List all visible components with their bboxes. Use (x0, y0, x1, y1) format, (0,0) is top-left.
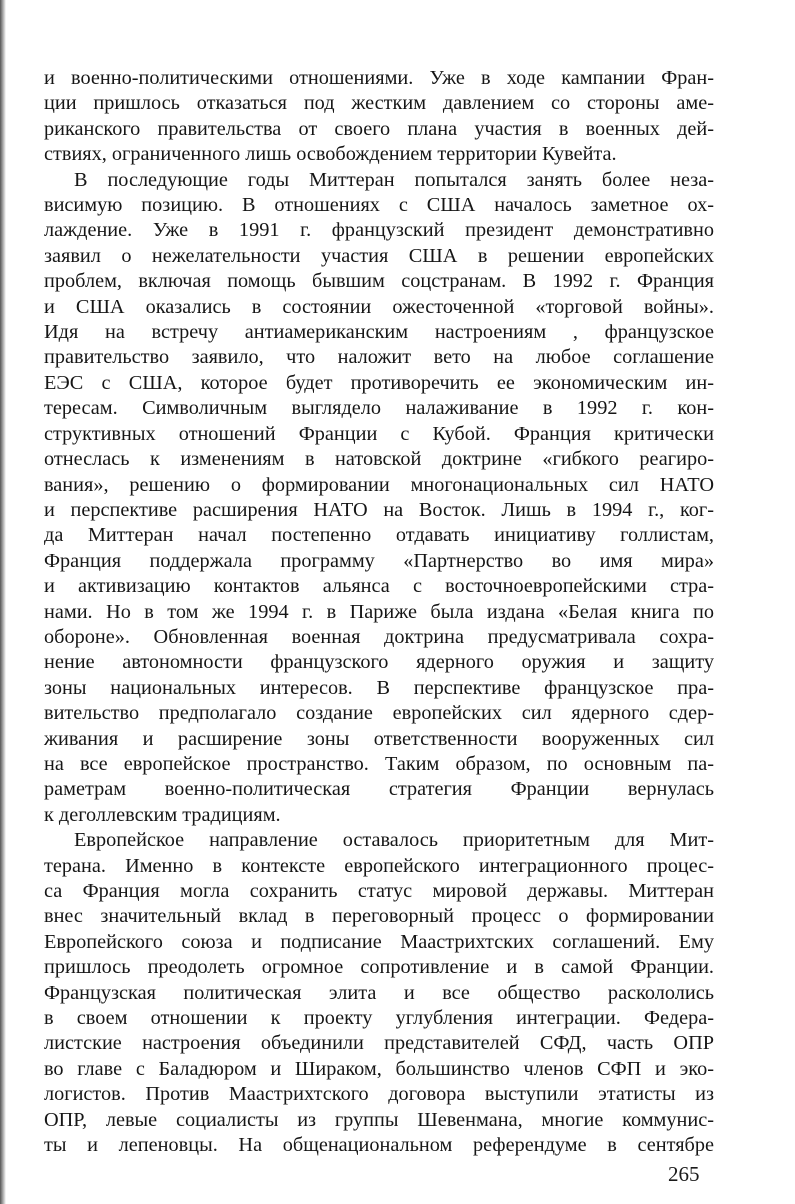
text-line: и США оказались в состоянии ожесточенной «торговой войны». (44, 295, 714, 318)
text-line: листские настроения объединили представителей СФД, часть ОПР (44, 1032, 714, 1055)
page-edge-shadow (0, 0, 6, 1204)
text-line: нение автономности французского ядерного оружия и защиту (44, 651, 714, 674)
text-line: да Миттеран начал постепенно отдавать инициативу голлистам, (44, 524, 714, 547)
text-line: заявил о нежелательности участия США в решении европейских (44, 244, 714, 267)
text-line: внес значительный вклад в переговорный процесс о формировании (44, 905, 714, 928)
text-line: и военно-политическими отношениями. Уже в ходе кампании Фран- (44, 67, 714, 89)
paragraph-3 (44, 828, 714, 1158)
text-line: ОПР, левые социалисты из группы Шевенмана, многие коммунис- (44, 1108, 714, 1131)
text-line: и активизацию контактов альянса с восточноевропейскими стра- (44, 575, 714, 598)
text-line: Франция поддержала программу «Партнерство во имя мира» (44, 549, 714, 572)
text-line: Европейское направление оставалось приоритетным для Мит- (74, 829, 714, 852)
text-line: тересам. Символичным выглядело налаживание в 1992 г. кон- (44, 397, 714, 420)
text-line: терана. Именно в контексте европейского интеграционного процес- (44, 854, 714, 877)
text-line: нами. Но в том же 1994 г. в Париже была издана «Белая книга по (44, 600, 714, 623)
paragraph-1 (44, 66, 714, 168)
text-line: на все европейское пространство. Таким образом, по основным па- (44, 752, 714, 775)
text-line: зоны национальных интересов. В перспективе французское пра- (44, 676, 714, 699)
text-line: риканского правительства от своего плана участия в военных дей- (44, 117, 714, 140)
paragraph-2 (44, 168, 714, 829)
text-line: В последующие годы Миттеран попытался занять более неза- (74, 168, 714, 191)
text-line: раметрам военно-политическая стратегия Франции вернулась (44, 778, 714, 801)
text-line: Французская политическая элита и все общество раскололись (44, 981, 714, 1004)
text-line: обороне». Обновленная военная доктрина предусматривала сохра- (44, 625, 714, 648)
text-line: ЕЭС с США, которое будет противоречить ее экономическим ин- (44, 371, 714, 394)
text-line: в своем отношении к проекту углубления интеграции. Федера- (44, 1007, 714, 1030)
text-line: Европейского союза и подписание Маастрихтских соглашений. Ему (44, 930, 714, 953)
text-line: отнеслась к изменениям в натовской доктрине «гибкого реагиро- (44, 448, 714, 471)
text-line: Идя на встречу антиамериканским настроениям , французское (44, 321, 714, 344)
text-line: пришлось преодолеть огромное сопротивление и в самой Франции. (44, 956, 714, 979)
text-line: живания и расширение зоны ответственности вооруженных сил (44, 727, 714, 750)
text-line: лаждение. Уже в 1991 г. французский президент демонстративно (44, 219, 714, 242)
text-line: ты и лепеновцы. На общенациональном референдуме в сентябре (44, 1134, 714, 1157)
text-line: к деголлевским традициям. (44, 803, 281, 826)
text-line: проблем, включая помощь бывшим соцстранам. В 1992 г. Франция (44, 270, 714, 293)
text-line: структивных отношений Франции с Кубой. Франция критически (44, 422, 714, 445)
text-line: вания», решению о формировании многонациональных сил НАТО (44, 473, 714, 496)
text-line: логистов. Против Маастрихтского договора выступили этатисты из (44, 1083, 714, 1106)
text-line: вительство предполагало создание европейских сил ядерного сдер- (44, 702, 714, 725)
text-line: правительство заявило, что наложит вето на любое соглашение (44, 346, 714, 369)
text-line: висимую позицию. В отношениях с США началось заметное ох- (44, 194, 714, 217)
text-line: ствиях, ограниченного лишь освобождением территории Кувейта. (44, 143, 617, 166)
body-text (44, 66, 714, 1158)
text-line: и перспективе расширения НАТО на Восток. Лишь в 1994 г., ког- (44, 498, 714, 521)
text-line: ции пришлось отказаться под жестким давлением со стороны аме- (44, 92, 714, 115)
text-line: во главе с Баладюром и Шираком, большинство членов СФП и эко- (44, 1057, 714, 1080)
page-number: 265 (668, 1162, 700, 1186)
text-line: са Франция могла сохранить статус мировой державы. Миттеран (44, 880, 714, 902)
